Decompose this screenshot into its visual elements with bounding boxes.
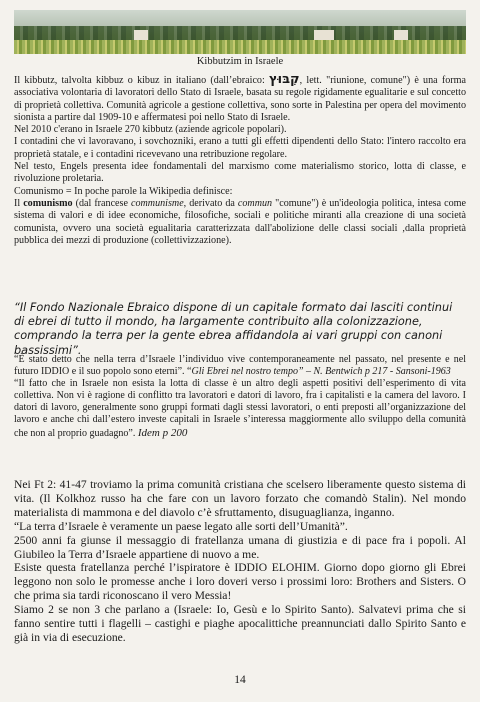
closing-paragraph-3: 2500 anni fa giunse il messaggio di fratellanza umana di giustizia e di pace fra i popoli. Al Giubileo la Terra d’Israele appartiene di nuovo a me.: [14, 533, 466, 561]
fund-quote: “Il Fondo Nazionale Ebraico dispone di un capitale formato dai lasciti continui di ebrei di tutto il mondo, ha largamente contribuito alla colonizzazione, comprando la terra per la gente ebrea affidandola ai vari gruppi con canoni bassissimi”.: [14, 301, 453, 357]
intro-paragraph-6: Il comunismo (dal francese communisme, derivato da commun "comune") è un'ideologia politica, intesa come sistema di valori e di idee economiche, filosofiche, sociali e politiche miranti alla creazione di una società comunista, ovvero una società egualitaria caratterizzata dall'abolizione delle classi sociali ,dalla proprietà pubblica dei mezzi di produzione (collettivizzazione).: [14, 197, 466, 246]
intro-paragraph-4: Nel testo, Engels presenta idee fondamentali del marxismo come materialismo storico, lotta di classe, e rivoluzione proletaria.: [14, 161, 466, 185]
kibbutz-photo: [14, 10, 466, 54]
intro-paragraph-2: Nel 2010 c'erano in Israele 270 kibbutz (aziende agricole popolari).: [14, 124, 287, 136]
citation-2: “Il fatto che in Israele non esista la lotta di classe è un altro degli aspetti positivi dell’esperimento di vita collettiva. Non vi è ragione di conflitto tra lavoratori e datori di lavoro, fra i capitalisti e la camera del lavoro. I datori di lavoro, generalmente sono gruppi formati dagli stessi lavoratori, o enti preposti all’organizzazione del lavoro e anche chi dall’estero investe capitali in Israele s’interessa maggiormente allo sviluppo della comunità che non al proprio guadagno”. Idem p 200: [14, 378, 466, 439]
closing-section: [14, 478, 466, 645]
closing-paragraph-2: “La terra d’Israele è veramente un paese legato alle sorti dell’Umanità”.: [14, 519, 348, 533]
closing-paragraph-1: Nei Ft 2: 41-47 troviamo la prima comunità cristiana che scelsero liberamente questo sistema di vita. (Il Kolkhoz russo ha che fare con un lavoro forzato che comandò Stalin). Nel mondo materialista di mammona e del diavolo c’è sfruttamento, disuguaglianza, inganno.: [14, 478, 466, 519]
citations-section: [14, 354, 466, 440]
hebrew-word: קִבּוּץ: [269, 72, 300, 87]
citation-1: “È stato detto che nella terra d’Israele l’individuo vive contemporaneamente nel passato, nel presente e nel futuro IDDIO e il suo popolo sono eterni”. “Gli Ebrei nel nostro tempo” – N. Bentwich p 217 - Sansoni-1963: [14, 354, 466, 378]
intro-section: [14, 74, 466, 247]
closing-paragraph-4: Esiste questa fratellanza perché l’ispiratore è IDDIO ELOHIM. Giorno dopo giorno gli Ebrei leggono non solo le promesse anche i loro doveri verso i prossimi loro: Brothers and Sisters. O che prima sia tardi riconoscano il vero Messia!: [14, 561, 466, 603]
intro-paragraph-1: Il kibbutz, talvolta kibbuz o kibuz in italiano (dall’ebraico: קִבּוּץ, lett. "riunione, comune") è una forma associativa volontaria di lavoratori dello Stato di Israele, basata su regole rigidamente egualitarie e sul concetto di proprietà collettiva. Comunità agricole a gestione collettiva, sono sorte in Palestina per opera del movimento sionista a partire dal 1909-10 e affermatesi poi nello Stato di Israele.: [14, 72, 466, 123]
photo-caption: Kibbutzim in Israele: [196, 56, 284, 67]
intro-paragraph-3: I contadini che vi lavoravano, i sovchozniki, erano a tutti gli effetti dipendenti dello Stato: l'intero raccolto era proprietà statale, e i contadini ricevevano una retribuzione regolare.: [14, 136, 466, 160]
closing-paragraph-5: Siamo 2 se non 3 che parlano a (Israele: Io, Gesù e lo Spirito Santo). Salvatevi prima che si fanno sentire tutti i flagelli – castighi e piaghe apocalittiche preannunciati dallo Spirito Santo e già in via di esecuzione.: [14, 603, 466, 644]
intro-paragraph-5: Comunismo = In poche parole la Wikipedia definisce:: [14, 185, 233, 197]
page-number: 14: [234, 674, 246, 686]
